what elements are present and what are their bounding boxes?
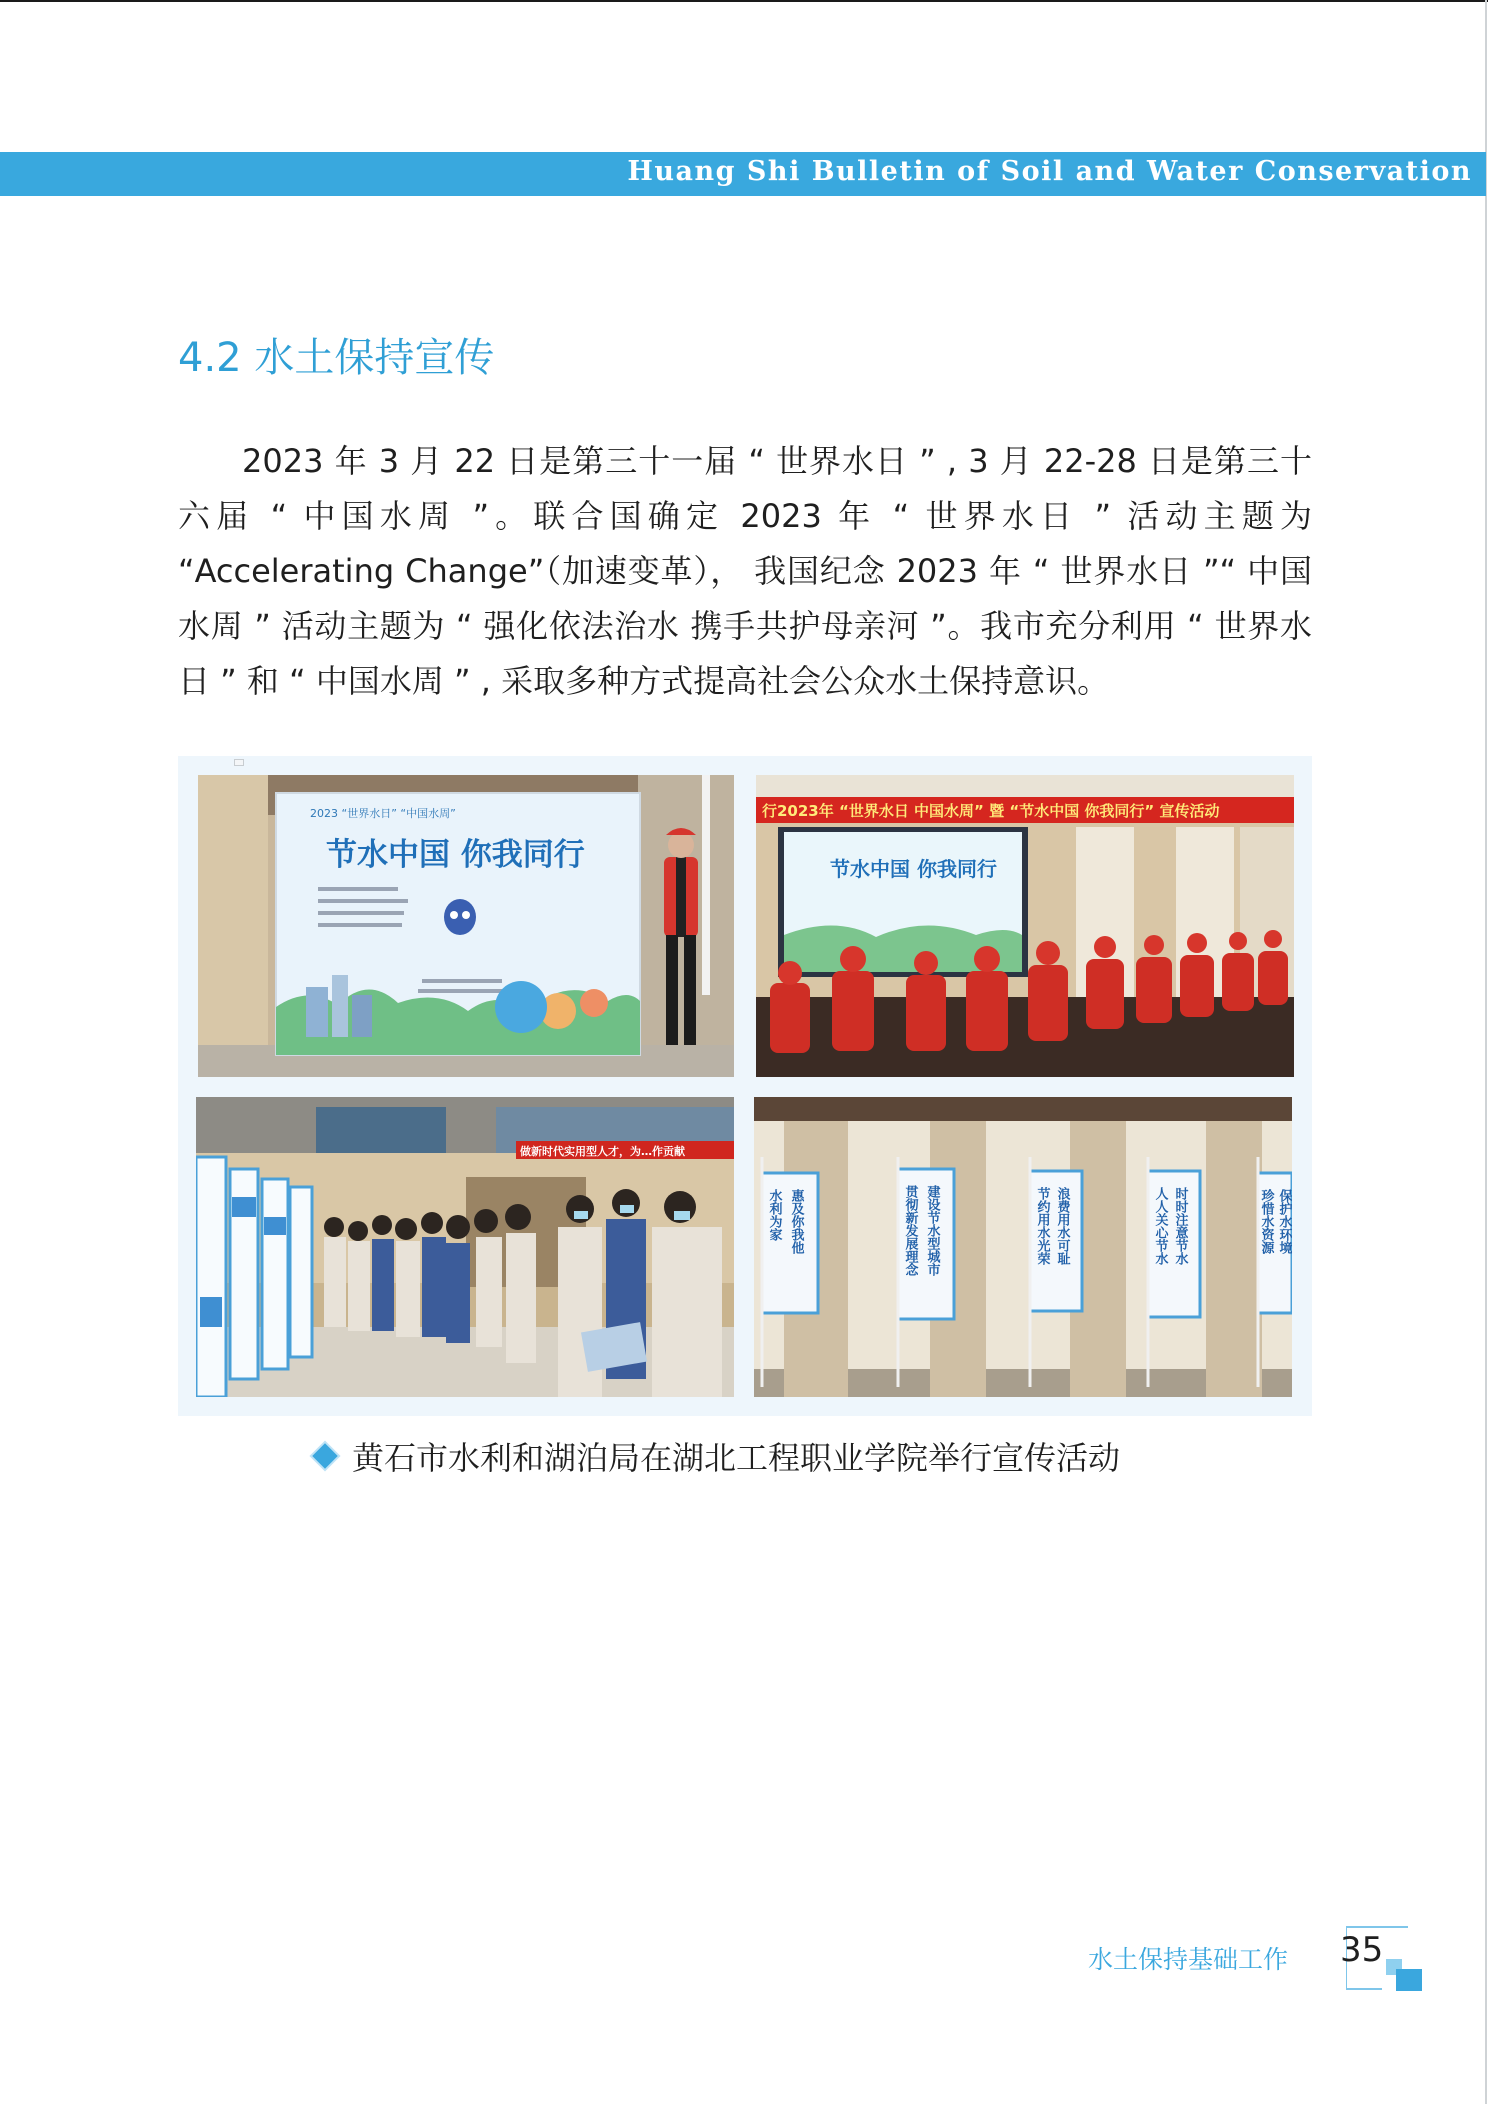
- flag-text-9: 珍惜水资源: [1258, 1189, 1274, 1254]
- board-title: 节水中国 你我同行: [326, 837, 585, 873]
- header-banner: [0, 152, 1486, 196]
- flag-text-2: 惠及你我他: [788, 1189, 804, 1254]
- board-subtitle: 2023 “世界水日” “中国水周”: [310, 807, 456, 820]
- photo-auditorium: [756, 775, 1294, 1077]
- screen-title: 节水中国 你我同行: [830, 857, 997, 881]
- banner-title: Huang Shi Bulletin of Soil and Water Conservation: [627, 156, 1472, 187]
- auditorium-banner: 行2023年 “世界水日 中国水周” 暨 “节水中国 你我同行” 宣传活动: [762, 802, 1220, 820]
- flag-text-7: 人人关心节水: [1152, 1187, 1168, 1265]
- right-border-line: [1485, 0, 1487, 2104]
- diamond-icon: [312, 1443, 337, 1468]
- flag-text-1: 水利为家: [766, 1189, 782, 1241]
- flag-text-3: 贯彻新发展理念: [902, 1185, 918, 1276]
- page-number: 35: [1340, 1930, 1384, 1970]
- body-text: [178, 434, 1312, 709]
- flag-text-4: 建设节水型城市: [924, 1185, 940, 1276]
- footer-section-name: 水土保持基础工作: [1088, 1945, 1289, 1974]
- small-mark-icon: [234, 759, 244, 766]
- figure-caption: [316, 1432, 1120, 1480]
- photo-backdrop-board: [198, 775, 734, 1077]
- body-paragraph: 2023 年 3 月 22 日是第三十一届 “ 世界水日 ” , 3 月 22-28 日是第三十六届 “ 中国水周 ”。联合国确定 2023 年 “ 世界水日 ” 活动主题为 “Accelerating Change”（加速变革）， 我国纪念 2023 年 “ 世界水日 ”“ 中国水周 ” 活动主题为 “ 强化依法治水 携手共护母亲河 ”。我市充分利用 “ 世界水日 ” 和 “ 中国水周 ” , 采取多种方式提高社会公众水土保持意识。: [178, 442, 1312, 700]
- top-border-line: [0, 0, 1488, 2]
- photo-exhibition: [196, 1097, 734, 1397]
- flag-text-6: 浪费用水可耻: [1054, 1187, 1070, 1265]
- caption-text: 黄石市水利和湖泊局在湖北工程职业学院举行宣传活动: [352, 1439, 1121, 1477]
- section-title: 4.2 水土保持宣传: [178, 335, 495, 381]
- flag-text-10: 保护水环境: [1276, 1189, 1292, 1254]
- photo-flags: [754, 1097, 1292, 1397]
- flag-text-8: 时时注意节水: [1172, 1187, 1188, 1265]
- flag-text-5: 节约用水光荣: [1034, 1187, 1050, 1265]
- exhibition-banner: 做新时代实用型人才，为…作贡献: [520, 1145, 685, 1158]
